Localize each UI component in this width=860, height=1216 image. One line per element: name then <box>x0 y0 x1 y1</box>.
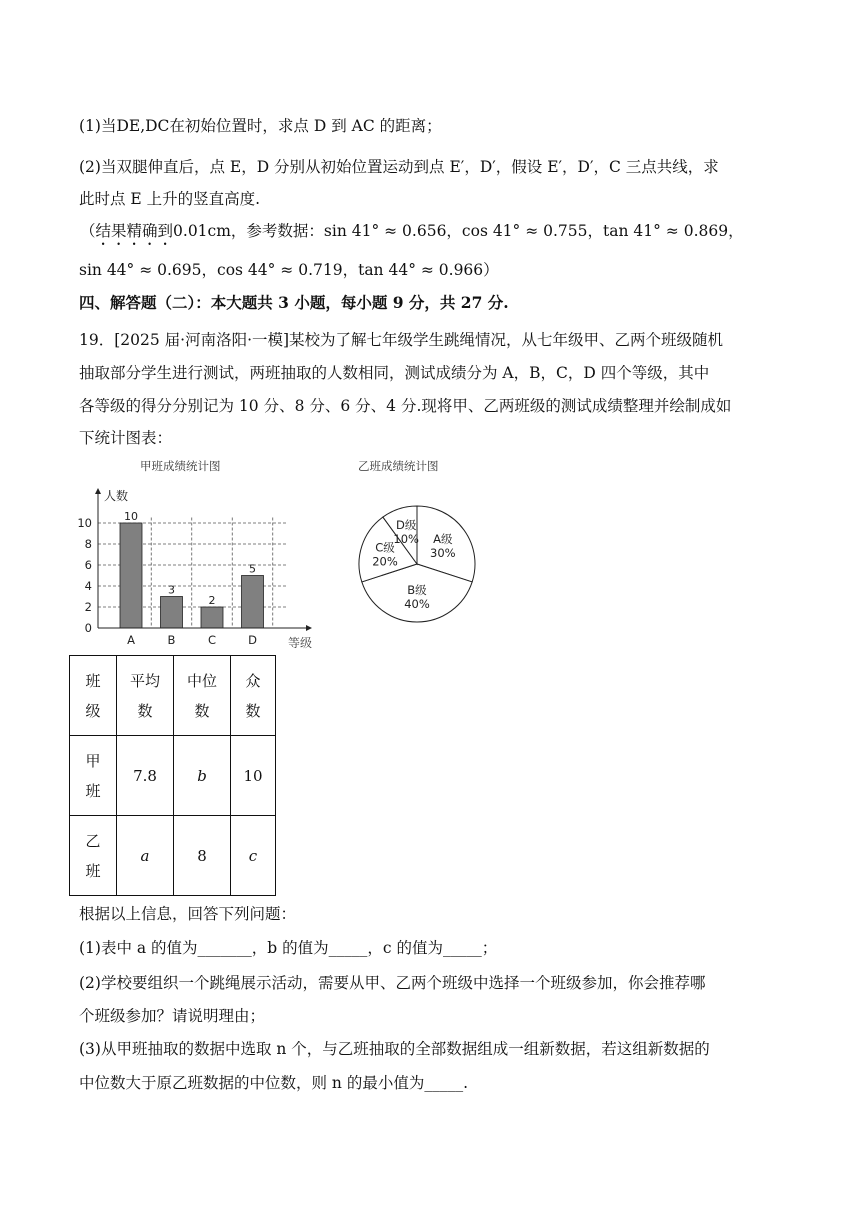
bar-data-label: 10 <box>124 510 138 523</box>
y-tick-label: 8 <box>84 537 92 551</box>
row-class: 乙 班 <box>70 816 117 896</box>
y-tick-label: 6 <box>84 558 92 572</box>
bar-A <box>120 523 142 628</box>
row-median: b <box>174 736 231 816</box>
header-mean: 平均 数 <box>117 656 174 736</box>
note-open-paren: （ <box>80 222 96 240</box>
header-median: 中位 数 <box>174 656 231 736</box>
bar-B <box>161 597 183 629</box>
bar-data-label: 2 <box>208 594 216 607</box>
y-tick-label: 10 <box>77 516 92 530</box>
q18-part2-line1: (2)当双腿伸直后，点 E，D 分别从初始位置运动到点 E′，D′，假设 E′，D′，C 三点共线，求 <box>79 158 719 176</box>
pie-slice-percent: 30% <box>430 546 456 561</box>
row-class: 甲 班 <box>70 736 117 816</box>
q19-line2: 抽取部分学生进行测试，两班抽取的人数相同，测试成绩分为 A，B，C，D 四个等级，其中 <box>79 364 710 382</box>
q19-after-table: 根据以上信息，回答下列问题： <box>79 905 297 923</box>
pie-chart <box>350 500 485 630</box>
header-class: 班 级 <box>70 656 117 736</box>
pie-slice-label: A级 <box>433 532 453 547</box>
q19-line4: 下统计图表： <box>79 429 173 447</box>
pie-slice-percent: 40% <box>404 596 430 611</box>
table-header-row <box>70 656 276 736</box>
x-tick-label: B <box>167 633 176 647</box>
x-tick-label: C <box>207 633 217 647</box>
pie-chart-title: 乙班成绩统计图 <box>358 459 439 473</box>
q19-sub3-line1: (3)从甲班抽取的数据中选取 n 个，与乙班抽取的全部数据组成一组新数据，若这组新数据的 <box>79 1040 710 1058</box>
q19-line3: 各等级的得分分别记为 10 分、8 分、6 分、4 分.现将甲、乙两班级的测试成绩整理并绘制成如 <box>79 397 732 415</box>
q19-sub2-line1: (2)学校要组织一个跳绳展示活动，需要从甲、乙两个班级中选择一个班级参加，你会推荐哪 <box>79 974 706 992</box>
bar-data-label: 3 <box>168 583 175 597</box>
bar-chart-title: 甲班成绩统计图 <box>140 459 221 473</box>
q19-sub1: (1)表中 a 的值为_______，b 的值为_____，c 的值为_____； <box>79 939 498 957</box>
row-mean: a <box>117 816 174 896</box>
row-mode: 10 <box>231 736 276 816</box>
bar-D <box>242 576 264 629</box>
q18-part2-line2: 此时点 E 上升的竖直高度. <box>79 190 261 208</box>
q19-sub3-line2: 中位数大于原乙班数据的中位数，则 n 的最小值为_____. <box>79 1074 469 1092</box>
row-mean: 7.8 <box>117 736 174 816</box>
pie-slice-label: B级 <box>407 582 427 597</box>
table-row <box>70 736 276 816</box>
row-median: 8 <box>174 816 231 896</box>
q19-sub2-line2: 个班级参加？请说明理由； <box>79 1007 266 1025</box>
bar-data-label: 5 <box>249 562 256 576</box>
q19-line1: 19．[2025 届·河南洛阳·一模]某校为了解七年级学生跳绳情况，从七年级甲、乙两个班级随机 <box>79 331 724 349</box>
note-emphasis: 结果精确到 <box>95 222 174 240</box>
bar-chart <box>70 478 330 653</box>
section-heading: 四、解答题（二）：本大题共 3 小题，每小题 9 分，共 27 分. <box>79 293 509 312</box>
y-tick-label: 0 <box>84 621 92 635</box>
note-reference-data: 0.01cm，参考数据：sin 41° ≈ 0.656，cos 41° ≈ 0.755，tan 41° ≈ 0.869， <box>173 222 744 240</box>
stats-table <box>69 655 276 896</box>
x-axis-label: 等级 <box>288 636 313 650</box>
y-axis-label: 人数 <box>104 489 129 503</box>
x-tick-label: D <box>248 633 257 647</box>
header-mode: 众 数 <box>231 656 276 736</box>
pie-slice-percent: 20% <box>372 554 398 569</box>
x-tick-label: A <box>127 633 135 647</box>
y-tick-label: 2 <box>84 600 92 614</box>
x-axis-arrow <box>306 625 312 631</box>
row-mode: c <box>231 816 276 896</box>
bar-C <box>201 607 223 628</box>
pie-slice-percent: 10% <box>393 531 419 546</box>
y-tick-label: 4 <box>84 579 92 593</box>
table-row <box>70 816 276 896</box>
pie-slice-label: C级 <box>375 540 395 555</box>
y-axis-arrow <box>95 488 101 494</box>
q18-note-line1 <box>80 221 744 249</box>
q18-note-line2: sin 44° ≈ 0.695，cos 44° ≈ 0.719，tan 44° ≈ 0.966） <box>79 261 499 279</box>
pie-slice-label: D级 <box>396 517 417 532</box>
q18-part1: (1)当DE,DC在初始位置时，求点 D 到 AC 的距离； <box>79 117 442 135</box>
